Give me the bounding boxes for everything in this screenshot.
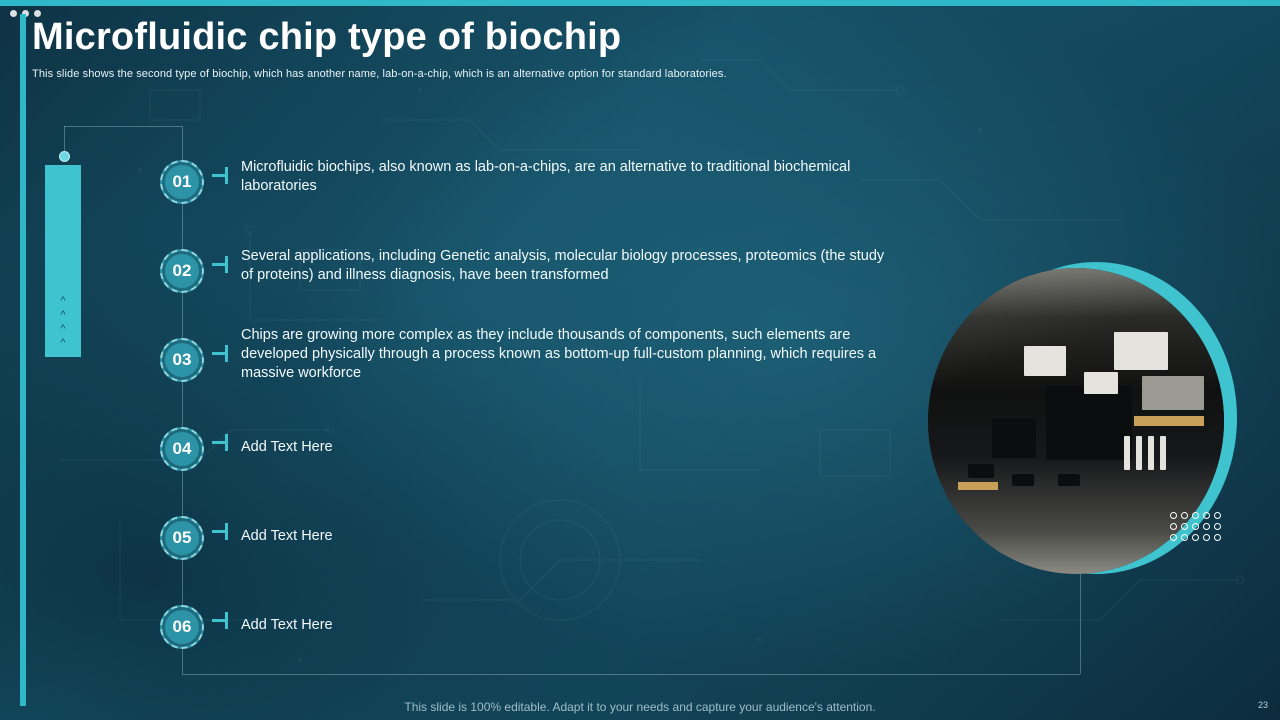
capacitor [1084, 372, 1118, 394]
dot-grid-decoration [1170, 512, 1223, 543]
item-number-badge: 04 [160, 427, 204, 471]
item-number-badge: 06 [160, 605, 204, 649]
resistor [968, 464, 994, 478]
item-number-badge: 05 [160, 516, 204, 560]
top-accent-bar [0, 0, 1280, 6]
ic-pins [1136, 436, 1142, 470]
item-number-badge: 01 [160, 160, 204, 204]
chevron-up-icon: ^ ^ ^ ^ [60, 295, 66, 349]
item-text: Add Text Here [241, 439, 333, 455]
item-text: Add Text Here [241, 617, 333, 633]
footer-note: This slide is 100% editable. Adapt it to your needs and capture your audience's attention. [404, 700, 876, 714]
page-number: 23 [1257, 700, 1268, 710]
ic-pins [1124, 436, 1130, 470]
item-text: Several applications, including Genetic analysis, molecular biology processes, proteomics (the study of proteins) and illness diagnosis, have been transformed [241, 248, 885, 283]
page-subtitle: This slide shows the second type of biochip, which has another name, lab-on-a-chip, which is an alternative option for standard laboratories. [32, 68, 727, 80]
frame-top-line [64, 126, 182, 127]
item-text: Microfluidic biochips, also known as lab-on-a-chips, are an alternative to traditional biochemical laboratories [241, 159, 851, 194]
frame-right-line [1080, 560, 1081, 674]
item-tick-marker [212, 619, 228, 622]
item-tick-marker [212, 352, 228, 355]
capacitor [1114, 332, 1168, 370]
item-tick-marker [212, 174, 228, 177]
item-tick-marker [212, 441, 228, 444]
chip-package [1046, 386, 1132, 460]
frame-spine-line [182, 126, 183, 674]
item-text: Add Text Here [241, 528, 333, 544]
connector [1142, 376, 1204, 410]
item-number-badge: 02 [160, 249, 204, 293]
ic-pins [1148, 436, 1154, 470]
dot [10, 10, 17, 17]
bar-head-dot [59, 151, 70, 162]
ic-pins [1160, 436, 1166, 470]
frame-bottom-line [182, 674, 1080, 675]
item-tick-marker [212, 263, 228, 266]
item-number-badge: 03 [160, 338, 204, 382]
capacitor [1024, 346, 1066, 376]
item-tick-marker [212, 530, 228, 533]
item-text: Chips are growing more complex as they include thousands of components, such elements are developed physically through a process known as bottom-up full-custom planning, which requires a massive workforce [241, 327, 877, 381]
resistor [1058, 474, 1080, 486]
page-title: Microfluidic chip type of biochip [32, 16, 622, 58]
chip-package [992, 418, 1036, 458]
resistor [1012, 474, 1034, 486]
solder-pad [1134, 416, 1204, 426]
left-accent-bar [20, 14, 26, 706]
solder-pad [958, 482, 998, 490]
